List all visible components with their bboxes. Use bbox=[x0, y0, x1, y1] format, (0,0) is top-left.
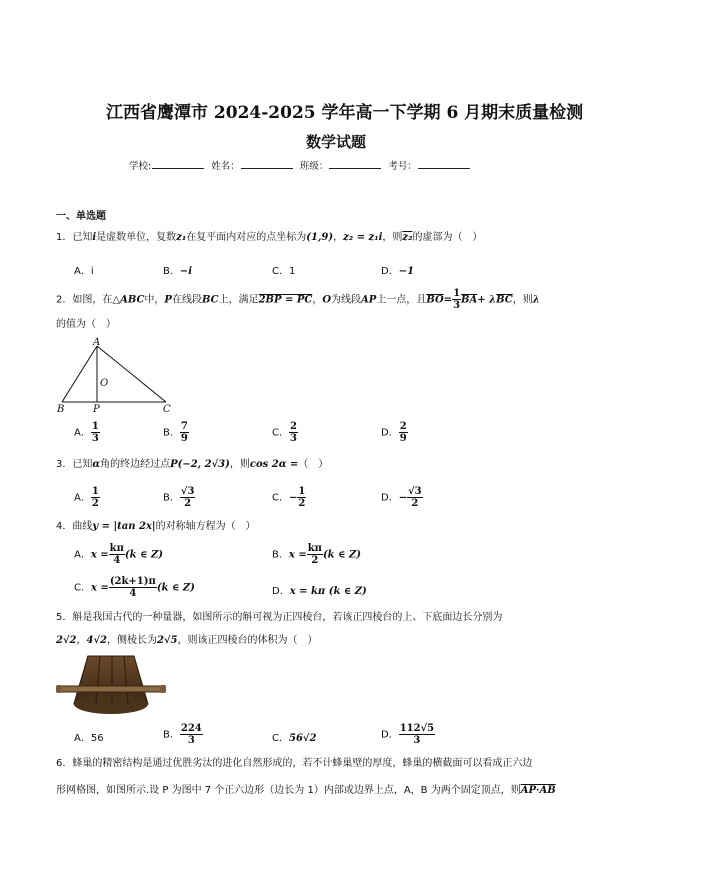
q3-text: 3．已知 bbox=[56, 459, 93, 470]
option-fraction bbox=[399, 723, 435, 746]
segment-bc: BC bbox=[201, 294, 219, 306]
frac-den: 2 bbox=[411, 498, 419, 509]
point-p: P bbox=[164, 294, 172, 306]
q2-option-b[interactable] bbox=[163, 421, 189, 444]
frac-num: 224 bbox=[180, 723, 202, 734]
frac-den: 9 bbox=[180, 433, 188, 444]
option-fraction bbox=[297, 486, 306, 509]
option-label: D． bbox=[381, 729, 399, 741]
q1-option-a[interactable] bbox=[74, 262, 94, 277]
frac-num: 1 bbox=[91, 421, 99, 432]
q2-option-d[interactable] bbox=[381, 421, 408, 444]
q1-option-b[interactable] bbox=[163, 262, 192, 277]
question-1 bbox=[56, 231, 482, 245]
option-value: −i bbox=[179, 266, 193, 277]
option-label: C． bbox=[272, 427, 289, 439]
q4-option-b[interactable] bbox=[272, 543, 361, 566]
option-label: D． bbox=[272, 586, 290, 597]
frac-num: kπ bbox=[307, 543, 322, 554]
plus-lambda: + λ bbox=[477, 294, 497, 306]
frac-den: 9 bbox=[399, 433, 407, 444]
frac-num: 7 bbox=[180, 421, 188, 432]
option-pre: x = kπ (k ∈ Z) bbox=[289, 586, 367, 597]
option-label: B． bbox=[272, 549, 289, 561]
vector-bc: $\overline{BC}$ bbox=[496, 294, 513, 306]
q5-option-a[interactable] bbox=[74, 729, 104, 744]
option-label: A． bbox=[74, 549, 91, 561]
hu-vessel-image bbox=[56, 652, 166, 718]
triangle-abc: △ABC bbox=[112, 294, 145, 306]
frac-den: 2 bbox=[311, 555, 319, 566]
frac-den: 2 bbox=[91, 498, 99, 509]
frac-den: 3 bbox=[187, 735, 195, 746]
question-5-line2 bbox=[56, 634, 318, 648]
lambda-symbol: λ bbox=[532, 294, 540, 306]
option-label: C． bbox=[74, 582, 91, 594]
q2-text: 为线段 bbox=[331, 294, 362, 306]
section-heading: 一、单选题 bbox=[56, 211, 106, 222]
q3-option-d[interactable] bbox=[381, 486, 423, 509]
option-fraction bbox=[109, 543, 125, 566]
class-blank[interactable] bbox=[329, 159, 381, 169]
frac-num: 1 bbox=[91, 486, 99, 497]
name-blank[interactable] bbox=[241, 159, 293, 169]
alpha-symbol: α bbox=[92, 459, 101, 470]
option-label: B． bbox=[163, 427, 180, 439]
option-label: A． bbox=[74, 266, 91, 277]
label-a: A bbox=[93, 337, 101, 348]
q2-option-c[interactable] bbox=[272, 421, 298, 444]
option-fraction bbox=[109, 576, 157, 599]
lateral-edge-length: 2√5 bbox=[157, 635, 178, 646]
option-post: (k ∈ Z) bbox=[124, 549, 163, 561]
z2-conjugate: z₂ bbox=[402, 232, 413, 243]
q5-option-d[interactable] bbox=[381, 723, 435, 746]
q1-text: ， bbox=[333, 232, 344, 243]
option-label: A． bbox=[74, 427, 91, 439]
q1-text: 1．已知 bbox=[56, 232, 93, 243]
q1-text: 是虚数单位，复数 bbox=[96, 232, 177, 243]
q1-text: 在复平面内对应的点坐标为 bbox=[186, 232, 307, 243]
frac-num: 2 bbox=[399, 421, 407, 432]
option-value: 1 bbox=[288, 266, 296, 277]
q4-curve: y = |tan 2x| bbox=[92, 521, 156, 532]
option-fraction bbox=[180, 421, 189, 444]
option-label: A． bbox=[74, 733, 91, 744]
label-p: P bbox=[93, 404, 100, 415]
option-value: 56 bbox=[90, 733, 104, 744]
q3-option-a[interactable] bbox=[74, 486, 100, 509]
question-5-line1: 5．斛是我国古代的一种量器，如图所示的斛可视为正四棱台，若该正四棱台的上、下底面边长分别为 bbox=[56, 612, 503, 623]
option-label: A． bbox=[74, 492, 91, 504]
side-ab bbox=[62, 346, 97, 402]
option-post: (k ∈ Z) bbox=[322, 549, 362, 561]
option-pre: x = bbox=[90, 582, 109, 594]
equals-sign: = bbox=[443, 294, 453, 306]
option-label: C． bbox=[272, 492, 289, 504]
q4-option-c[interactable] bbox=[74, 576, 195, 599]
option-sign: − bbox=[288, 492, 298, 504]
question-3 bbox=[56, 458, 328, 472]
imag-unit: i bbox=[92, 232, 97, 243]
option-fraction bbox=[407, 486, 423, 509]
option-fraction bbox=[180, 723, 203, 746]
z1-symbol: z₁ bbox=[176, 232, 187, 243]
q2-text: ，则 bbox=[512, 294, 533, 306]
q1-point: (1,9) bbox=[306, 232, 334, 243]
option-fraction bbox=[91, 486, 100, 509]
frac-den: 3 bbox=[413, 735, 421, 746]
option-fraction bbox=[289, 421, 298, 444]
q3-text: 角的终边经过点 bbox=[100, 459, 171, 470]
exam-title: 江西省鹰潭市 2024-2025 学年高一下学期 6 月期末质量检测 bbox=[106, 103, 584, 123]
label-o: O bbox=[100, 378, 109, 389]
frac-num: 2 bbox=[289, 421, 297, 432]
side-ac bbox=[97, 346, 166, 402]
q2-text: 2．如图，在 bbox=[56, 294, 113, 306]
option-label: D． bbox=[381, 427, 399, 439]
option-label: D． bbox=[381, 492, 399, 504]
question-2-line1 bbox=[56, 288, 540, 311]
field-name-label: 姓名： bbox=[211, 161, 240, 172]
option-value: −1 bbox=[398, 266, 415, 277]
option-label: C． bbox=[272, 266, 289, 277]
student-info-line bbox=[129, 158, 474, 172]
option-label: B． bbox=[163, 729, 180, 741]
frac-den: 4 bbox=[113, 555, 121, 566]
option-fraction bbox=[399, 421, 408, 444]
frac-num: (2k+1)π bbox=[109, 576, 156, 587]
exam-subtitle: 数学试题 bbox=[306, 133, 367, 151]
option-fraction bbox=[180, 486, 196, 509]
bottom-side-length: 4√2 bbox=[86, 635, 107, 646]
vector-bo: $\overline{BO}$ bbox=[426, 294, 444, 306]
frac-num: √3 bbox=[180, 486, 195, 497]
top-side-length: 2√2 bbox=[56, 635, 77, 646]
question-4 bbox=[56, 520, 256, 534]
field-number-label: 考号： bbox=[388, 161, 417, 172]
fraction-one-third bbox=[452, 288, 461, 311]
option-sign: − bbox=[398, 492, 408, 504]
label-c: C bbox=[163, 404, 171, 415]
option-label: C． bbox=[272, 733, 289, 744]
q2-text: 上一点，且 bbox=[376, 294, 427, 306]
q3-option-b[interactable] bbox=[163, 486, 195, 509]
field-class-label: 班级： bbox=[299, 161, 329, 172]
q5-option-c[interactable] bbox=[272, 729, 316, 744]
label-b: B bbox=[57, 404, 65, 415]
q2-text: 中， bbox=[144, 294, 165, 306]
number-blank[interactable] bbox=[418, 159, 470, 169]
q3-option-c[interactable] bbox=[272, 486, 306, 509]
option-value: i bbox=[90, 266, 94, 277]
option-post: (k ∈ Z) bbox=[156, 582, 195, 594]
question-2-line2: 的值为（ ） bbox=[56, 319, 116, 330]
option-label: B． bbox=[163, 492, 180, 504]
q2-option-a[interactable] bbox=[74, 421, 100, 444]
q3-text: （ ） bbox=[298, 459, 329, 470]
frac-den: 4 bbox=[129, 588, 137, 599]
q4-text: 的对称轴方程为（ ） bbox=[155, 521, 256, 532]
frac-den: 2 bbox=[298, 498, 306, 509]
q1-option-c[interactable] bbox=[272, 262, 295, 277]
field-school-label: 学校: bbox=[129, 161, 152, 172]
q1-equation: z₂ = z₁i bbox=[343, 232, 383, 243]
q1-text: ，则 bbox=[382, 232, 403, 243]
point-o: O bbox=[322, 294, 332, 306]
frac-den: 3 bbox=[453, 300, 461, 311]
q5-text: ，则该正四棱台的体积为（ ） bbox=[177, 635, 318, 646]
option-pre: x = bbox=[90, 549, 109, 561]
q5-option-b[interactable] bbox=[163, 723, 203, 746]
frac-num: √3 bbox=[408, 486, 422, 497]
dot-product-ap-ab: AP·AB bbox=[520, 785, 556, 796]
frac-num: 1 bbox=[298, 486, 306, 497]
q2-text: 在线段 bbox=[171, 294, 202, 306]
question-6-line1: 6．蜂巢的精密结构是通过优胜劣汰的进化自然形成的，若不计蜂巢壁的厚度，蜂巢的横截面可以看成正六边 bbox=[56, 758, 533, 769]
segment-ap: AP bbox=[361, 294, 377, 306]
q3-expression: cos 2α = bbox=[249, 459, 299, 470]
q1-option-d[interactable] bbox=[381, 262, 414, 277]
option-fraction bbox=[307, 543, 323, 566]
option-fraction bbox=[91, 421, 100, 444]
q4-option-a[interactable] bbox=[74, 543, 163, 566]
frac-num: 1 bbox=[453, 288, 461, 299]
q3-point: P(−2, 2√3) bbox=[170, 459, 230, 470]
q4-option-d[interactable] bbox=[272, 582, 367, 597]
option-label: D． bbox=[381, 266, 399, 277]
frac-den: 2 bbox=[184, 498, 192, 509]
frac-num: 112√5 bbox=[399, 723, 435, 734]
q6-text: 形网格图，如图所示.设 P 为图中 7 个正六边形（边长为 1）内部或边界上点，A，B 为两个固定顶点，则 bbox=[56, 785, 521, 796]
q5-text: ，侧棱长为 bbox=[107, 635, 157, 646]
q2-text: 上，满足 bbox=[218, 294, 259, 306]
school-blank[interactable] bbox=[152, 159, 204, 169]
triangle-figure bbox=[54, 336, 184, 416]
question-6-line2 bbox=[56, 784, 556, 798]
q1-text: 的虚部为（ ） bbox=[412, 232, 483, 243]
q5-text: ， bbox=[76, 635, 87, 646]
option-label: B． bbox=[163, 266, 180, 277]
q3-text: ，则 bbox=[229, 459, 250, 470]
vector-ba: $\overline{BA}$ bbox=[461, 294, 478, 306]
q2-condition: 2BP = PC bbox=[258, 294, 313, 306]
frac-den: 3 bbox=[289, 433, 297, 444]
frac-num: kπ bbox=[109, 543, 124, 554]
q2-text: ， bbox=[312, 294, 323, 306]
q4-text: 4．曲线 bbox=[56, 521, 93, 532]
frac-den: 3 bbox=[91, 433, 99, 444]
option-pre: x = bbox=[288, 549, 307, 561]
option-value: 56√2 bbox=[288, 733, 317, 744]
